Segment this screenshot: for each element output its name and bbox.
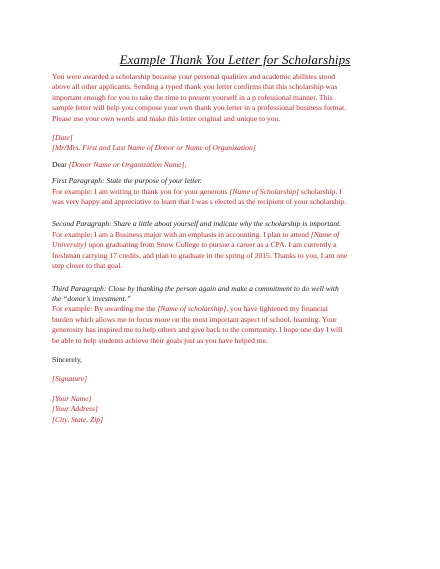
para2-body — [52, 230, 418, 272]
para3-line: generosity has inspired me to help others and give back to the community. I hope one day I will — [52, 325, 343, 335]
donor-name-placeholder: [Mr/Mrs. First and Last Name of Donor or Name of Organization] — [52, 143, 256, 153]
city-state-zip-placeholder: [City, State, Zip] — [52, 414, 104, 424]
your-address-placeholder: [Your Address] — [52, 404, 98, 414]
signature-placeholder: [Signature] — [52, 374, 88, 384]
intro-paragraph — [52, 72, 418, 124]
para3-heading: the “donor’s investment.” — [52, 293, 131, 303]
intro-line: Please use your own words and make this letter original and unique to you. — [52, 113, 281, 123]
para1-heading: First Paragraph: State the purpose of your letter. — [52, 176, 202, 186]
para1-text: scholarship. I — [298, 186, 342, 196]
para1-text: For example: I am writing to thank you for your generous — [52, 186, 230, 196]
para3-line: be able to help students achieve their goals just as you have helped me. — [52, 335, 268, 345]
para3-heading: Third Paragraph: Close by thanking the person again and make a commitment to do well with — [52, 283, 339, 293]
salutation-name: [Donor Name or Organization Name], — [68, 159, 187, 169]
para3-body — [52, 304, 418, 346]
para2-line: step closer to that goal. — [52, 261, 123, 271]
para1-body — [52, 187, 418, 208]
your-name-placeholder: [Your Name] — [52, 393, 92, 403]
page-title: Example Thank You Letter for Scholarships — [119, 52, 351, 67]
para1-line — [52, 187, 418, 197]
para2-line — [52, 230, 418, 240]
salutation-prefix: Dear — [52, 159, 69, 169]
para2-line: freshman carrying 17 credits, and plan to graduate in the spring of 2015. Thanks to you, I am one — [52, 250, 348, 260]
intro-line: important enough for you to take the time to present yourself in a p rofessional manner. This — [52, 92, 333, 102]
para3-text: For example: By awarding me the — [52, 304, 158, 314]
closing: Sincerely, — [52, 354, 83, 364]
para3-line: burden which allows me to focus more on the most important aspect of school, learning. Your — [52, 314, 337, 324]
para2-line — [52, 240, 418, 250]
university-placeholder: [Name of — [310, 229, 340, 239]
para2-text: For example: I am a Business major with an emphasis in accounting. I plan to attend — [52, 229, 311, 239]
para2-text: upon graduating from Snow College to pursue a career as a CPA. I am currently a — [86, 240, 337, 250]
intro-line: sample letter will help you compose your own thank you letter in a professional business format. — [52, 103, 346, 113]
scholarship-name-placeholder: [Name of scholarship] — [157, 304, 227, 314]
intro-line: above all other applicants. Sending a typed thank you letter confirms that this scholarship was — [52, 82, 338, 92]
intro-line: You were awarded a scholarship because your personal qualities and academic abilities stood — [52, 72, 336, 81]
para3-text: , you have lightened my financial — [226, 304, 328, 314]
para3-line — [52, 304, 418, 314]
scholarship-name-placeholder: [Name of Scholarship] — [229, 186, 299, 196]
para2-heading: Second Paragraph: Share a little about yourself and indicate why the scholarship is important. — [52, 219, 342, 229]
date-placeholder: [Date] — [52, 133, 73, 143]
university-placeholder: University] — [52, 240, 87, 250]
para1-line: was very happy and appreciative to learn that I was s elected as the recipient of your scholarship. — [52, 197, 347, 207]
salutation — [52, 160, 418, 170]
